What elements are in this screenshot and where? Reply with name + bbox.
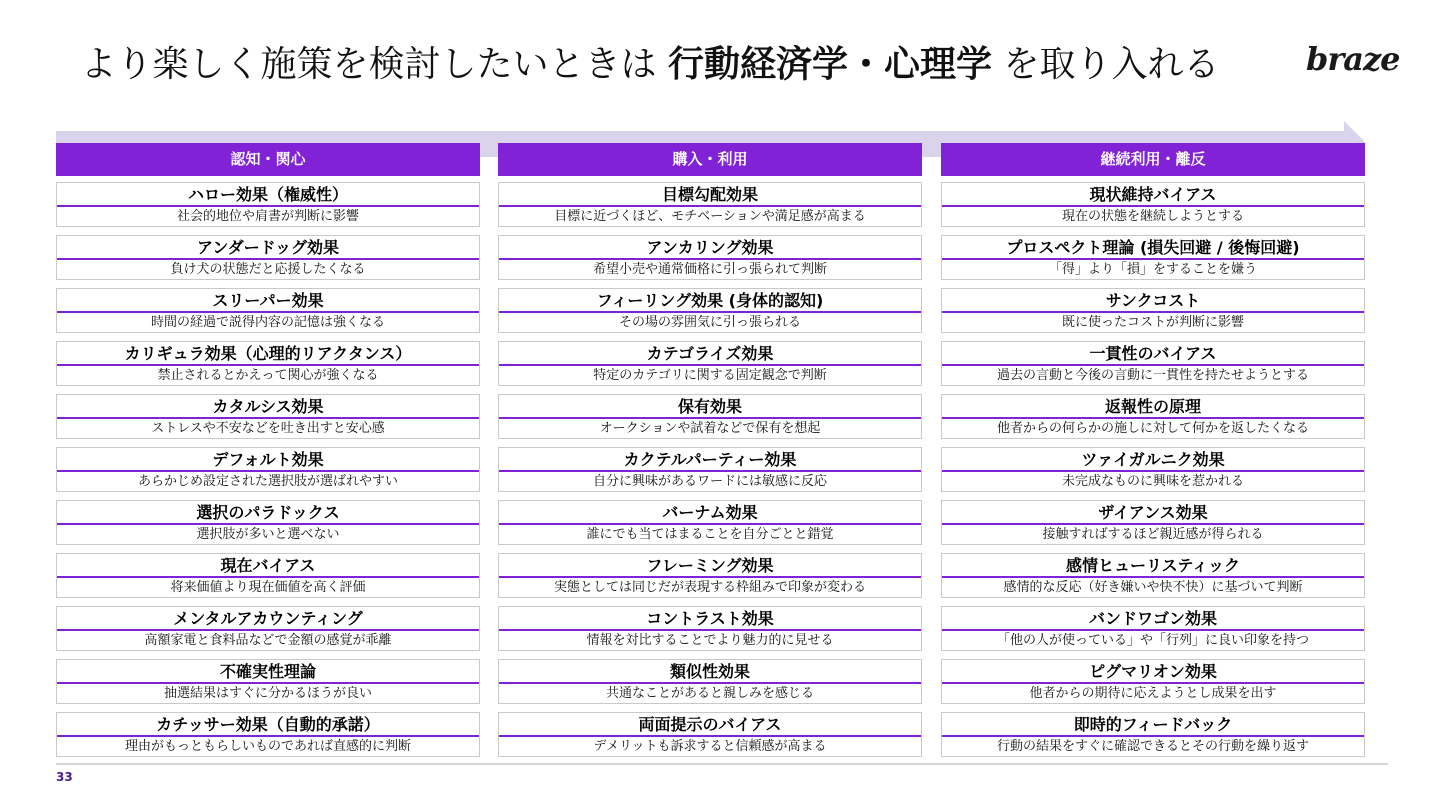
effect-name: ハロー効果（権威性） [57,183,479,207]
list-item [56,447,480,492]
list-item [941,712,1365,757]
list-item [498,553,922,598]
list-item [941,553,1365,598]
effect-name: 不確実性理論 [57,660,479,684]
title-prefix: より楽しく施策を検討したいときは [80,44,657,85]
effect-name: 選択のパラドックス [57,501,479,525]
list-item [498,394,922,439]
list-item [941,447,1365,492]
effect-description: 禁止されるとかえって関心が強くなる [157,368,379,383]
column-purchase [498,143,922,754]
effect-description: 他者からの何らかの施しに対して何かを返したくなる [996,421,1309,436]
effect-name: カチッサー効果（自動的承諾） [57,713,479,737]
effect-description: 既に使ったコストが判断に影響 [1061,315,1244,330]
effect-name: 目標勾配効果 [499,183,921,207]
effect-name: フィーリング効果 (身体的認知) [499,289,921,313]
list-item [498,182,922,227]
column-header: 継続利用・離反 [941,143,1365,176]
list-item [498,288,922,333]
effect-description: 「得」より「損」をすることを嫌う [1048,262,1257,277]
effect-description: 行動の結果をすぐに確認できるとその行動を繰り返す [996,739,1309,754]
list-item [498,447,922,492]
list-item [941,394,1365,439]
effect-name: 即時的フィードバック [942,713,1364,737]
effect-name: 保有効果 [499,395,921,419]
effect-name: コントラスト効果 [499,607,921,631]
effect-name: アンダードッグ効果 [57,236,479,260]
page-number: 33 [56,770,73,784]
list-item [941,659,1365,704]
effect-name: ツァイガルニク効果 [942,448,1364,472]
effect-name: アンカリング効果 [499,236,921,260]
effect-name: バーナム効果 [499,501,921,525]
effect-name: 返報性の原理 [942,395,1364,419]
list-item [498,500,922,545]
effect-name: スリーパー効果 [57,289,479,313]
effect-name: カテゴライズ効果 [499,342,921,366]
effect-description: 未完成なものに興味を惹かれる [1061,474,1244,489]
effect-description: 目標に近づくほど、モチベーションや満足感が高まる [554,209,866,224]
list-item [498,659,922,704]
title-suffix: を取り入れる [1003,44,1220,85]
effect-description: その場の雰囲気に引っ張られる [618,315,801,330]
list-item [941,235,1365,280]
effect-name: フレーミング効果 [499,554,921,578]
effect-description: 誰にでも当てはまることを自分ごとと錯覚 [586,527,834,542]
effect-description: 自分に興味があるワードには敏感に反応 [592,474,827,489]
effect-description: 負け犬の状態だと応援したくなる [170,262,366,277]
effect-name: 類似性効果 [499,660,921,684]
effect-description: あらかじめ設定された選択肢が選ばれやすい [137,474,398,489]
list-item [56,235,480,280]
effect-name: ザイアンス効果 [942,501,1364,525]
effect-name: 現状維持バイアス [942,183,1364,207]
effect-description: 接触すればするほど親近感が得られる [1042,527,1264,542]
list-item [498,341,922,386]
effect-description: 感情的な反応（好き嫌いや快不快）に基づいて判断 [1003,580,1303,595]
effect-description: 将来価値より現在価値を高く評価 [170,580,366,595]
column-awareness [56,143,480,754]
effect-description: 過去の言動と今後の言動に一貫性を持たせようとする [996,368,1309,383]
effect-description: 社会的地位や肩書が判断に影響 [176,209,359,224]
list-item [498,606,922,651]
effect-description: ストレスや不安などを吐き出すと安心感 [151,421,385,436]
effect-description: 希望小売や通常価格に引っ張られて判断 [592,262,827,277]
effect-name: 現在バイアス [57,554,479,578]
effect-name: 一貫性のバイアス [942,342,1364,366]
effect-name: ピグマリオン効果 [942,660,1364,684]
effect-description: 時間の経過で説得内容の記憶は強くなる [150,315,385,330]
list-item [941,500,1365,545]
list-item [498,235,922,280]
effect-description: 情報を対比することでより魅力的に見せる [586,633,834,648]
list-item [56,659,480,704]
list-item [56,341,480,386]
brand-logo: braze [1306,40,1400,78]
effect-description: デメリットも訴求すると信頼感が高まる [593,739,827,754]
effect-name: カリギュラ効果（心理的リアクタンス） [57,342,479,366]
effect-name: カクテルパーティー効果 [499,448,921,472]
effect-name: カタルシス効果 [57,395,479,419]
list-item [56,500,480,545]
slide-title [0,38,1300,92]
effect-name: デフォルト効果 [57,448,479,472]
effect-description: 特定のカテゴリに関する固定観念で判断 [593,368,827,383]
footer-divider [56,763,1388,765]
effect-description: 実態としては同じだが表現する枠組みで印象が変わる [553,580,866,595]
effect-description: 「他の人が使っている」や「行列」に良い印象を持つ [996,633,1309,648]
effect-description: 他者からの期待に応えようとし成果を出す [1029,686,1277,701]
list-item [56,606,480,651]
list-item [941,341,1365,386]
effect-name: バンドワゴン効果 [942,607,1364,631]
column-retention [941,143,1365,754]
effect-description: 高額家電と食料品などで金額の感覚が乖離 [144,633,392,648]
list-item [56,182,480,227]
list-item [56,288,480,333]
list-item [56,712,480,757]
effect-name: サンクコスト [942,289,1364,313]
effect-name: 感情ヒューリスティック [942,554,1364,578]
column-header: 購入・利用 [498,143,922,176]
effect-description: 抽選結果はすぐに分かるほうが良い [163,686,372,701]
list-item [56,394,480,439]
list-item [941,288,1365,333]
effect-name: プロスペクト理論 (損失回避 / 後悔回避) [942,236,1364,260]
effect-description: 理由がもっともらしいものであれば直感的に判断 [124,739,411,754]
title-emphasis: 行動経済学・心理学 [667,44,992,85]
list-item [498,712,922,757]
list-item [941,182,1365,227]
effect-description: 共通なことがあると親しみを感じる [605,686,814,701]
list-item [56,553,480,598]
effect-description: オークションや試着などで保有を想起 [599,421,821,436]
column-header: 認知・関心 [56,143,480,176]
effect-description: 現在の状態を継続しようとする [1061,209,1244,224]
effect-name: 両面提示のバイアス [499,713,921,737]
list-item [941,606,1365,651]
effect-description: 選択肢が多いと選べない [196,527,340,542]
effect-name: メンタルアカウンティング [57,607,479,631]
